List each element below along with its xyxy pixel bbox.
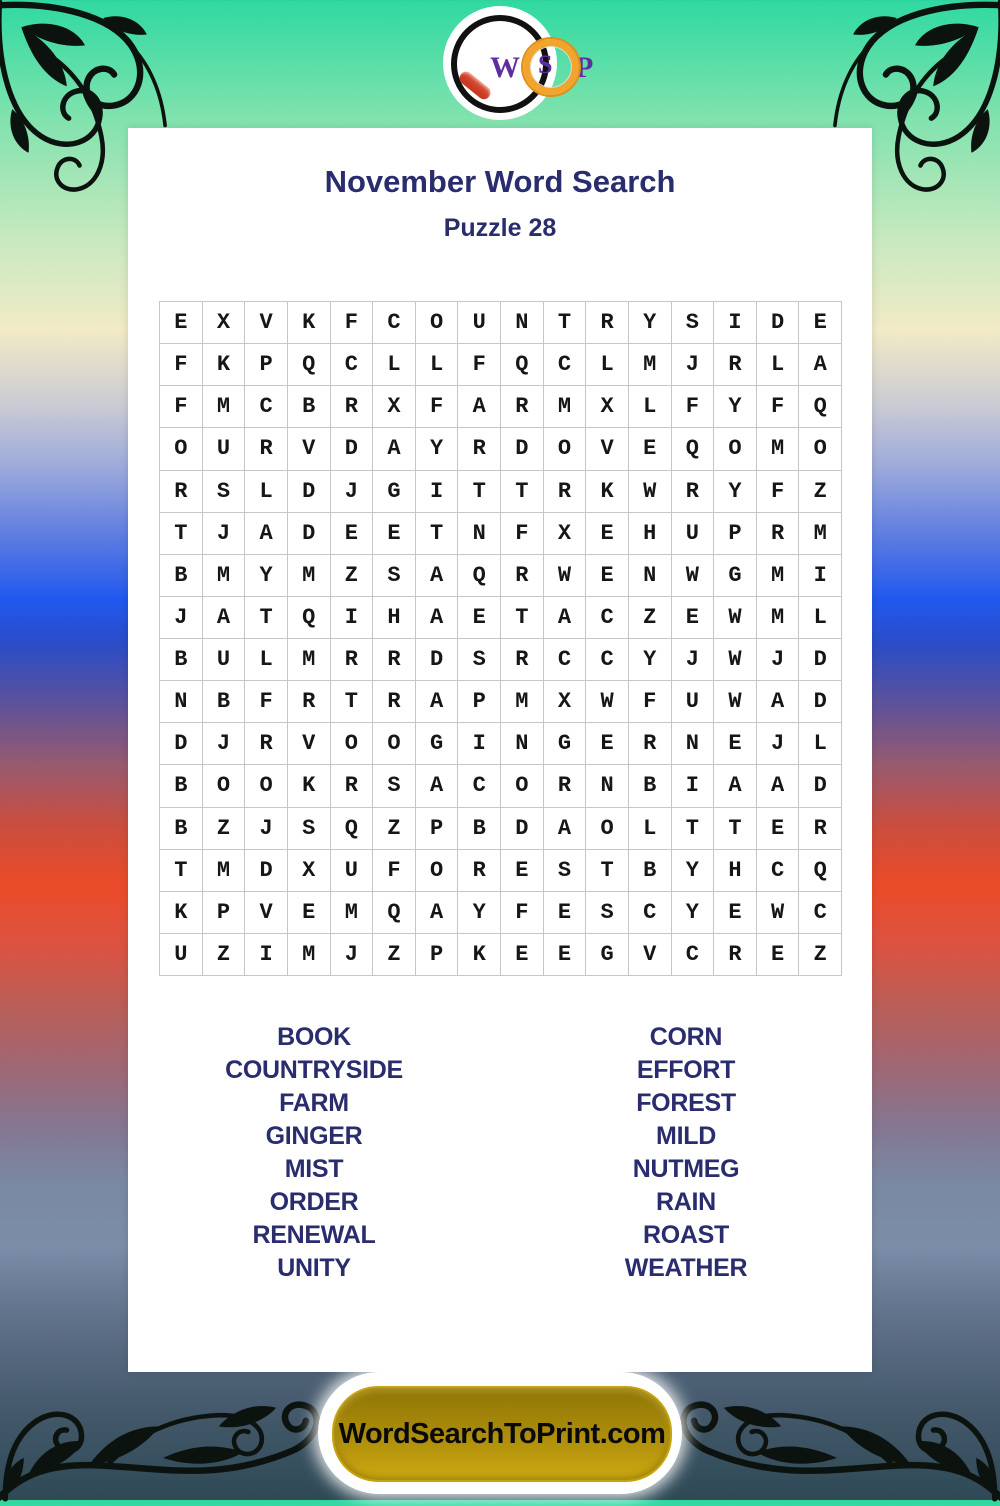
wsp-logo[interactable] [443, 6, 594, 120]
grid-cell: S [585, 891, 628, 933]
word-item: WEATHER [624, 1254, 748, 1282]
grid-cell: O [330, 722, 373, 764]
grid-cell: G [713, 554, 756, 596]
grid-cell: M [756, 596, 799, 638]
word-item: FOREST [636, 1089, 736, 1117]
grid-cell: Z [330, 554, 373, 596]
grid-cell: O [500, 764, 543, 806]
grid-cell: A [202, 596, 245, 638]
grid-cell: T [500, 470, 543, 512]
grid-cell: R [287, 680, 330, 722]
grid-cell: D [415, 638, 458, 680]
grid-cell: D [798, 638, 841, 680]
grid-cell: K [202, 343, 245, 385]
grid-cell: V [628, 933, 671, 975]
grid-cell: R [457, 427, 500, 469]
grid-cell: X [202, 301, 245, 343]
grid-cell: J [202, 722, 245, 764]
grid-cell: P [415, 807, 458, 849]
grid-cell: M [202, 554, 245, 596]
grid-cell: T [457, 470, 500, 512]
grid-cell: E [287, 891, 330, 933]
grid-cell: E [543, 933, 586, 975]
grid-cell: N [500, 301, 543, 343]
grid-cell: R [628, 722, 671, 764]
grid-cell: I [330, 596, 373, 638]
grid-cell: P [415, 933, 458, 975]
grid-cell: F [457, 343, 500, 385]
grid-cell: C [628, 891, 671, 933]
grid-cell: I [457, 722, 500, 764]
grid-cell: B [628, 764, 671, 806]
grid-cell: W [671, 554, 714, 596]
logo-letter-w: W [490, 51, 520, 84]
grid-cell: G [415, 722, 458, 764]
grid-cell: L [628, 807, 671, 849]
word-item: FARM [279, 1089, 349, 1117]
grid-cell: R [671, 470, 714, 512]
grid-cell: Q [671, 427, 714, 469]
grid-cell: Z [202, 933, 245, 975]
grid-cell: O [415, 849, 458, 891]
grid-cell: A [415, 764, 458, 806]
grid-cell: P [202, 891, 245, 933]
grid-cell: L [756, 343, 799, 385]
grid-cell: O [415, 301, 458, 343]
grid-cell: L [585, 343, 628, 385]
grid-cell: Y [671, 849, 714, 891]
grid-cell: B [287, 385, 330, 427]
grid-cell: R [330, 638, 373, 680]
grid-cell: Y [457, 891, 500, 933]
puzzle-card [128, 128, 872, 1372]
grid-cell: U [159, 933, 202, 975]
word-item: ROAST [642, 1221, 729, 1249]
grid-cell: M [287, 933, 330, 975]
grid-cell: M [330, 891, 373, 933]
grid-cell: A [415, 554, 458, 596]
grid-cell: I [671, 764, 714, 806]
grid-cell: E [543, 891, 586, 933]
grid-cell: F [244, 680, 287, 722]
grid-cell: R [330, 764, 373, 806]
grid-cell: N [585, 764, 628, 806]
grid-cell: F [500, 891, 543, 933]
grid-cell: P [713, 512, 756, 554]
grid-cell: N [159, 680, 202, 722]
grid-cell: S [372, 554, 415, 596]
grid-cell: Q [287, 343, 330, 385]
grid-cell: L [372, 343, 415, 385]
grid-cell: L [244, 470, 287, 512]
grid-cell: Q [500, 343, 543, 385]
grid-cell: O [585, 807, 628, 849]
grid-cell: B [628, 849, 671, 891]
grid-cell: C [372, 301, 415, 343]
grid-cell: X [543, 680, 586, 722]
grid-cell: N [457, 512, 500, 554]
grid-cell: X [543, 512, 586, 554]
grid-cell: W [713, 680, 756, 722]
grid-cell: X [585, 385, 628, 427]
grid-cell: W [628, 470, 671, 512]
grid-cell: M [287, 554, 330, 596]
grid-cell: K [287, 764, 330, 806]
grid-cell: T [585, 849, 628, 891]
grid-cell: D [287, 470, 330, 512]
grid-cell: H [372, 596, 415, 638]
grid-cell: A [756, 680, 799, 722]
grid-cell: R [713, 343, 756, 385]
grid-cell: M [543, 385, 586, 427]
grid-cell: E [756, 933, 799, 975]
grid-cell: A [543, 596, 586, 638]
word-item: RENEWAL [252, 1221, 376, 1249]
grid-cell: V [244, 301, 287, 343]
grid-cell: Z [798, 470, 841, 512]
grid-cell: F [159, 343, 202, 385]
grid-cell: R [543, 764, 586, 806]
word-item: COUNTRYSIDE [225, 1056, 403, 1084]
grid-cell: W [756, 891, 799, 933]
word-item: NUTMEG [632, 1155, 740, 1183]
word-item: ORDER [269, 1188, 359, 1216]
grid-cell: K [159, 891, 202, 933]
grid-cell: B [202, 680, 245, 722]
grid-cell: D [330, 427, 373, 469]
grid-cell: F [159, 385, 202, 427]
grid-cell: T [500, 596, 543, 638]
grid-cell: M [202, 849, 245, 891]
grid-cell: J [202, 512, 245, 554]
grid-cell: B [159, 764, 202, 806]
magnifying-glass-icon [523, 39, 579, 95]
grid-cell: A [543, 807, 586, 849]
grid-cell: R [500, 554, 543, 596]
grid-cell: D [500, 807, 543, 849]
grid-cell: Q [798, 849, 841, 891]
grid-cell: M [756, 427, 799, 469]
grid-cell: I [713, 301, 756, 343]
grid-cell: N [671, 722, 714, 764]
grid-cell: S [202, 470, 245, 512]
grid-cell: R [244, 722, 287, 764]
grid-cell: C [330, 343, 373, 385]
grid-cell: V [244, 891, 287, 933]
grid-cell: R [372, 680, 415, 722]
grid-cell: R [159, 470, 202, 512]
word-item: MILD [656, 1122, 716, 1150]
grid-cell: U [330, 849, 373, 891]
grid-cell: E [671, 596, 714, 638]
grid-cell: Z [798, 933, 841, 975]
grid-cell: W [713, 638, 756, 680]
grid-cell: F [671, 385, 714, 427]
grid-cell: F [415, 385, 458, 427]
grid-cell: M [756, 554, 799, 596]
grid-cell: S [671, 301, 714, 343]
word-item: UNITY [277, 1254, 351, 1282]
grid-cell: T [415, 512, 458, 554]
grid-cell: F [500, 512, 543, 554]
grid-cell: T [159, 512, 202, 554]
grid-cell: E [500, 933, 543, 975]
grid-cell: J [756, 638, 799, 680]
grid-cell: K [585, 470, 628, 512]
grid-cell: R [330, 385, 373, 427]
grid-cell: W [543, 554, 586, 596]
grid-cell: D [159, 722, 202, 764]
word-item: EFFORT [636, 1056, 736, 1084]
grid-cell: L [415, 343, 458, 385]
grid-cell: D [798, 680, 841, 722]
grid-cell: R [244, 427, 287, 469]
grid-cell: F [372, 849, 415, 891]
grid-cell: T [671, 807, 714, 849]
grid-cell: O [244, 764, 287, 806]
grid-cell: J [159, 596, 202, 638]
logo-letter-s: S [538, 50, 553, 79]
grid-cell: E [713, 891, 756, 933]
grid-cell: A [415, 680, 458, 722]
grid-cell: J [330, 933, 373, 975]
grid-cell: R [372, 638, 415, 680]
grid-cell: D [500, 427, 543, 469]
grid-cell: E [585, 554, 628, 596]
grid-cell: U [202, 427, 245, 469]
grid-cell: Y [713, 470, 756, 512]
grid-cell: Y [628, 638, 671, 680]
grid-cell: O [159, 427, 202, 469]
grid-cell: X [372, 385, 415, 427]
grid-cell: R [585, 301, 628, 343]
grid-cell: D [798, 764, 841, 806]
grid-cell: W [713, 596, 756, 638]
grid-cell: E [798, 301, 841, 343]
grid-cell: E [330, 512, 373, 554]
grid-cell: S [457, 638, 500, 680]
grid-cell: M [500, 680, 543, 722]
grid-cell: Y [671, 891, 714, 933]
grid-cell: H [628, 512, 671, 554]
grid-cell: P [457, 680, 500, 722]
grid-cell: C [244, 385, 287, 427]
grid-cell: E [585, 512, 628, 554]
grid-cell: L [798, 722, 841, 764]
grid-cell: G [543, 722, 586, 764]
grid-cell: A [415, 596, 458, 638]
grid-cell: T [244, 596, 287, 638]
grid-cell: W [585, 680, 628, 722]
logo-letter-p: P [575, 51, 594, 84]
grid-cell: O [543, 427, 586, 469]
page-title: November Word Search [324, 164, 676, 199]
grid-cell: X [287, 849, 330, 891]
grid-cell: U [671, 680, 714, 722]
grid-cell: J [330, 470, 373, 512]
website-link-label: WordSearchToPrint.com [338, 1417, 666, 1450]
grid-cell: R [713, 933, 756, 975]
grid-cell: A [372, 427, 415, 469]
grid-cell: U [202, 638, 245, 680]
word-list [128, 1021, 872, 1285]
grid-cell: B [457, 807, 500, 849]
grid-cell: J [671, 343, 714, 385]
grid-cell: C [543, 343, 586, 385]
grid-cell: L [244, 638, 287, 680]
grid-cell: C [671, 933, 714, 975]
grid-cell: C [585, 596, 628, 638]
word-item: BOOK [277, 1023, 351, 1051]
grid-cell: C [756, 849, 799, 891]
scroll-flourish-bottom-right-icon [670, 1356, 1000, 1506]
word-list-left-column [128, 1021, 500, 1285]
grid-cell: I [415, 470, 458, 512]
grid-cell: Y [244, 554, 287, 596]
grid-cell: T [713, 807, 756, 849]
grid-cell: K [457, 933, 500, 975]
grid-cell: Q [372, 891, 415, 933]
grid-cell: P [244, 343, 287, 385]
grid-cell: D [756, 301, 799, 343]
word-item: RAIN [656, 1188, 716, 1216]
grid-cell: Q [330, 807, 373, 849]
grid-cell: E [756, 807, 799, 849]
grid-cell: R [798, 807, 841, 849]
grid-cell: U [457, 301, 500, 343]
grid-cell: B [159, 638, 202, 680]
grid-cell: S [543, 849, 586, 891]
grid-cell: Z [628, 596, 671, 638]
grid-cell: Q [287, 596, 330, 638]
grid-cell: I [798, 554, 841, 596]
word-item: MIST [284, 1155, 344, 1183]
grid-cell: J [244, 807, 287, 849]
word-item: GINGER [265, 1122, 363, 1150]
grid-cell: Z [202, 807, 245, 849]
grid-cell: Q [457, 554, 500, 596]
grid-cell: F [756, 470, 799, 512]
grid-cell: O [202, 764, 245, 806]
grid-cell: L [798, 596, 841, 638]
letter-grid [159, 301, 842, 976]
grid-cell: M [798, 512, 841, 554]
grid-cell: E [372, 512, 415, 554]
grid-cell: F [756, 385, 799, 427]
grid-cell: U [671, 512, 714, 554]
grid-cell: B [159, 554, 202, 596]
grid-cell: I [244, 933, 287, 975]
grid-cell: Y [628, 301, 671, 343]
grid-cell: C [585, 638, 628, 680]
grid-cell: D [287, 512, 330, 554]
grid-cell: O [713, 427, 756, 469]
grid-cell: O [798, 427, 841, 469]
grid-cell: C [457, 764, 500, 806]
grid-cell: M [287, 638, 330, 680]
grid-cell: H [713, 849, 756, 891]
grid-cell: O [372, 722, 415, 764]
grid-cell: S [287, 807, 330, 849]
grid-cell: A [756, 764, 799, 806]
grid-cell: R [756, 512, 799, 554]
grid-cell: L [628, 385, 671, 427]
grid-cell: N [628, 554, 671, 596]
grid-cell: E [500, 849, 543, 891]
grid-cell: E [585, 722, 628, 764]
grid-cell: R [457, 849, 500, 891]
grid-cell: A [244, 512, 287, 554]
grid-cell: V [287, 722, 330, 764]
grid-cell: R [500, 638, 543, 680]
grid-cell: A [457, 385, 500, 427]
grid-cell: R [500, 385, 543, 427]
grid-cell: N [500, 722, 543, 764]
website-link-button[interactable] [332, 1386, 672, 1482]
grid-cell: E [628, 427, 671, 469]
grid-cell: E [713, 722, 756, 764]
grid-cell: V [287, 427, 330, 469]
grid-cell: G [372, 470, 415, 512]
grid-cell: D [244, 849, 287, 891]
grid-cell: A [713, 764, 756, 806]
grid-cell: Y [415, 427, 458, 469]
grid-cell: J [756, 722, 799, 764]
grid-cell: G [585, 933, 628, 975]
grid-cell: T [543, 301, 586, 343]
grid-cell: T [159, 849, 202, 891]
grid-cell: S [372, 764, 415, 806]
grid-cell: F [330, 301, 373, 343]
grid-cell: A [415, 891, 458, 933]
scroll-flourish-bottom-left-icon [0, 1356, 330, 1506]
word-item: CORN [649, 1023, 723, 1051]
grid-cell: Y [713, 385, 756, 427]
grid-cell: Z [372, 933, 415, 975]
grid-cell: A [798, 343, 841, 385]
puzzle-number: Puzzle 28 [443, 214, 557, 242]
word-list-right-column [500, 1021, 872, 1285]
grid-cell: Q [798, 385, 841, 427]
grid-cell: J [671, 638, 714, 680]
grid-cell: R [543, 470, 586, 512]
grid-cell: M [628, 343, 671, 385]
grid-cell: T [330, 680, 373, 722]
grid-cell: B [159, 807, 202, 849]
grid-cell: E [159, 301, 202, 343]
grid-cell: E [457, 596, 500, 638]
grid-cell: Z [372, 807, 415, 849]
grid-cell: F [628, 680, 671, 722]
grid-cell: C [543, 638, 586, 680]
grid-cell: V [585, 427, 628, 469]
grid-cell: C [798, 891, 841, 933]
grid-cell: M [202, 385, 245, 427]
grid-cell: K [287, 301, 330, 343]
